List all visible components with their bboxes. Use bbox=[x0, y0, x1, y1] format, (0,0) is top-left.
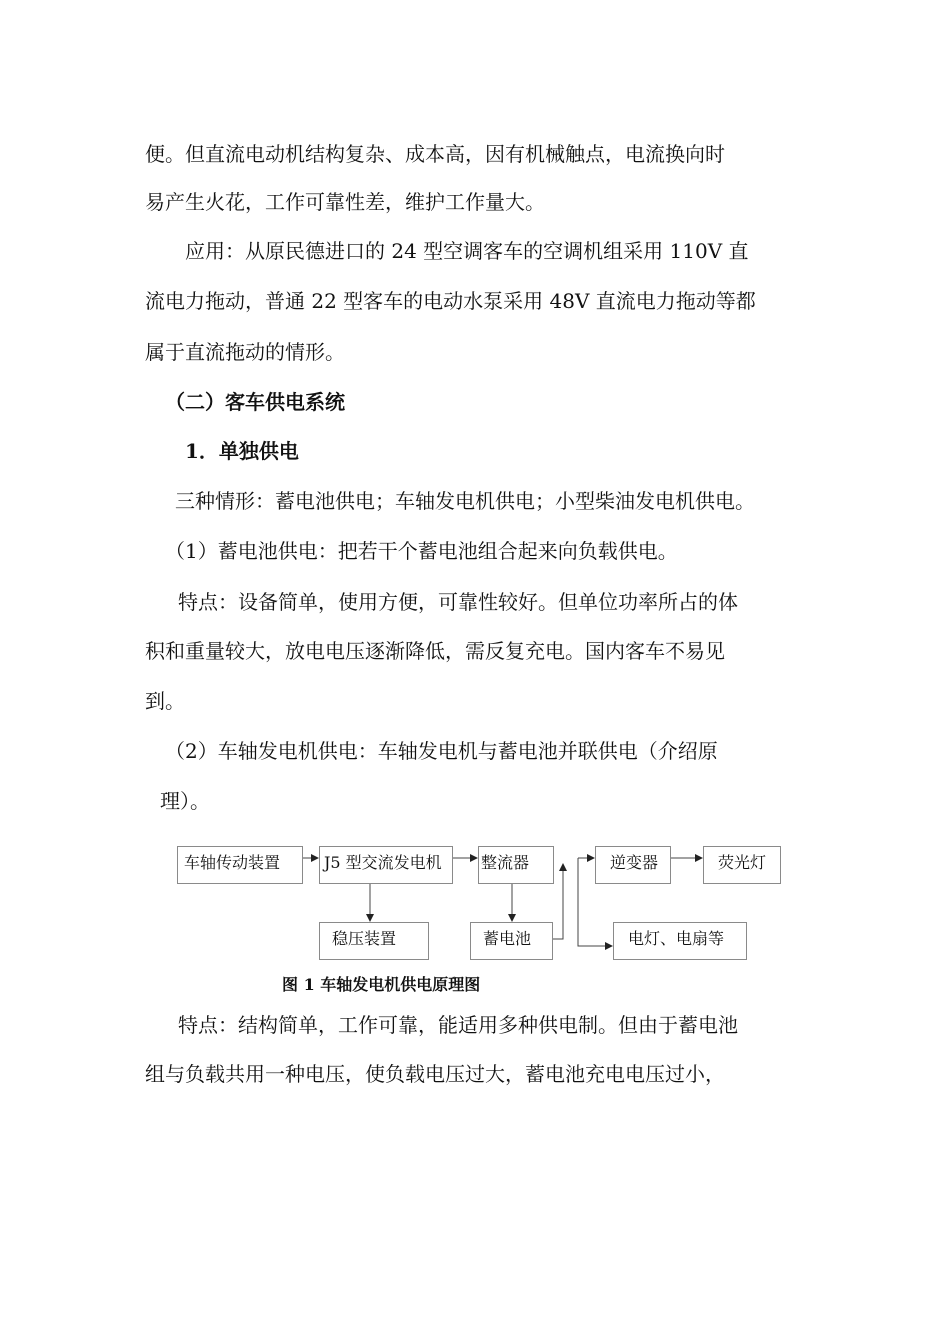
paragraph-line: 流电力拖动，普通 22 型客车的电动水泵采用 48V 直流电力拖动等都 bbox=[145, 289, 756, 313]
box-axle-drive: 车轴传动装置 bbox=[177, 846, 303, 884]
box-inverter: 逆变器 bbox=[595, 846, 671, 884]
paragraph-line: 组与负载共用一种电压，使负载电压过大，蓄电池充电电压过小， bbox=[145, 1062, 725, 1086]
paragraph-line: 三种情形：蓄电池供电；车轴发电机供电；小型柴油发电机供电。 bbox=[175, 489, 755, 513]
paragraph-line: 特点：结构简单，工作可靠，能适用多种供电制。但由于蓄电池 bbox=[178, 1013, 738, 1037]
paragraph-line: 特点：设备简单，使用方便，可靠性较好。但单位功率所占的体 bbox=[178, 590, 738, 614]
box-fluorescent-lamp: 荧光灯 bbox=[703, 846, 781, 884]
paragraph-line: （1）蓄电池供电：把若干个蓄电池组合起来向负载供电。 bbox=[165, 539, 678, 563]
box-lamps-fans: 电灯、电扇等 bbox=[613, 922, 747, 960]
paragraph-line: 积和重量较大，放电电压逐渐降低，需反复充电。国内客车不易见 bbox=[145, 639, 725, 663]
paragraph-line: 理）。 bbox=[160, 789, 210, 813]
box-voltage-regulator: 稳压装置 bbox=[319, 922, 429, 960]
paragraph-line: 便。但直流电动机结构复杂、成本高，因有机械触点，电流换向时 bbox=[145, 142, 725, 166]
paragraph-line: 到。 bbox=[145, 689, 185, 713]
arrow-battery-to-junction bbox=[553, 864, 563, 939]
box-battery: 蓄电池 bbox=[470, 922, 553, 960]
paragraph-line: （2）车轴发电机供电：车轴发电机与蓄电池并联供电（介绍原 bbox=[165, 739, 718, 763]
subsection-heading: 1．单独供电 bbox=[185, 439, 299, 463]
box-j5-alternator: J5 型交流发电机 bbox=[319, 846, 453, 884]
box-rectifier: 整流器 bbox=[478, 846, 554, 884]
section-heading: （二）客车供电系统 bbox=[165, 390, 345, 414]
figure-caption: 图 1 车轴发电机供电原理图 bbox=[282, 975, 481, 994]
paragraph-line: 应用：从原民德进口的 24 型空调客车的空调机组采用 110V 直 bbox=[185, 239, 749, 263]
paragraph-line: 属于直流拖动的情形。 bbox=[145, 340, 345, 364]
paragraph-line: 易产生火花，工作可靠性差，维护工作量大。 bbox=[145, 190, 545, 214]
